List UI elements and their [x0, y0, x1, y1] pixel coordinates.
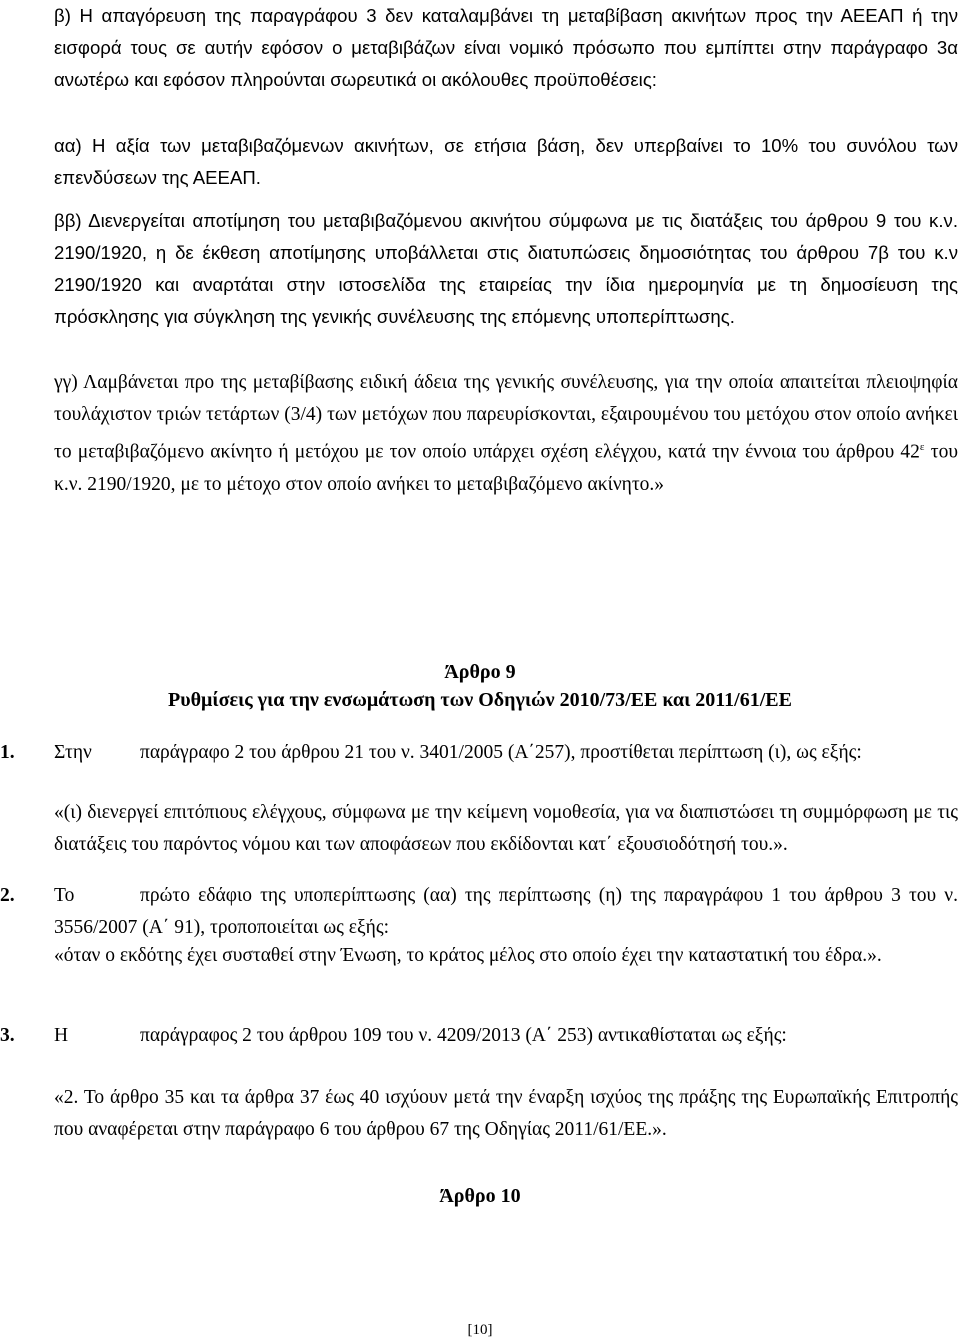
item-1-text [54, 737, 958, 769]
item-1-quote: «(ι) διενεργεί επιτόπιους ελέγχους, σύμφωνα με την κείμενη νομοθεσία, για να διαπιστώσει τη συμμόρφωση με τις διατάξεις του παρόντος νόμου και των αποφάσεων που εκδίδονται κατ΄ εξουσιοδότησή του.». [54, 802, 958, 855]
item-1-lead: Στην [54, 742, 92, 763]
item-2-number: 2. [0, 885, 15, 906]
paragraph-aa: αα) Η αξία των μεταβιβαζόμενων ακινήτων, σε ετήσια βάση, δεν υπερβαίνει το 10% του συνόλου των επενδύσεων της ΑΕΕΑΠ. [54, 135, 958, 188]
item-3-body: παράγραφος 2 του άρθρου 109 του ν. 4209/2013 (Α΄ 253) αντικαθίσταται ως εξής: [140, 1025, 787, 1046]
page-number: [10] [467, 1322, 493, 1338]
paragraph-beta: β) Η απαγόρευση της παραγράφου 3 δεν καταλαμβάνει τη μεταβίβαση ακινήτων προς την ΑΕΕΑΠ ή την εισφορά τους σε αυτήν εφόσον ο μεταβιβάζων είναι νομικό πρόσωπο που εμπίπτει στην παράγραφο 3α ανωτέρω και εφόσον πληρούνται σωρευτικά οι ακόλουθες προϋποθέσεις: [54, 5, 958, 90]
paragraph-gg-superscript: ε [919, 441, 925, 453]
article-10-title: Άρθρο 10 [439, 1185, 521, 1207]
item-2-body: πρώτο εδάφιο της υποπερίπτωσης (αα) της περίπτωσης (η) της παραγράφου 1 του άρθρου 3 του ν. 3556/2007 (Α΄ 91), τροποποιείται ως εξής: [54, 885, 958, 938]
item-1-body: παράγραφο 2 του άρθρου 21 του ν. 3401/2005 (Α΄257), προστίθεται περίπτωση (ι), ως εξής: [140, 742, 862, 763]
item-3-lead: Η [54, 1025, 69, 1046]
item-2-lead: Το [54, 885, 75, 906]
article-9-subtitle: Ρυθμίσεις για την ενσωμάτωση των Οδηγιών 2010/73/ΕΕ και 2011/61/ΕΕ [168, 689, 792, 711]
item-2-quote: «όταν ο εκδότης έχει συσταθεί στην Ένωση, το κράτος μέλος στο οποίο έχει την καταστατική του έδρα.». [54, 945, 882, 966]
item-3-quote: «2. Το άρθρο 35 και τα άρθρα 37 έως 40 ισχύουν μετά την έναρξη ισχύος της πράξης της Ευρωπαϊκής Επιτροπής που αναφέρεται στην παράγραφο 6 του άρθρου 67 της Οδηγίας 2011/61/ΕΕ.». [54, 1087, 958, 1140]
item-3-number: 3. [0, 1025, 15, 1046]
paragraph-bb: ββ) Διενεργείται αποτίμηση του μεταβιβαζόμενου ακινήτου σύμφωνα με τις διατάξεις του άρθρου 9 του κ.ν. 2190/1920, η δε έκθεση αποτίμησης υποβάλλεται στις διατυπώσεις δημοσιότητας του άρθρου 7β του κ.ν 2190/1920 και αναρτάται στην ιστοσελίδα της εταιρείας την ίδια ημερομηνία με τη δημοσίευση της πρόσκλησης για σύγκληση της γενικής συνέλευσης της επόμενης υποπερίπτωσης. [54, 210, 958, 327]
item-2-text [54, 880, 958, 944]
paragraph-gg-text-a: γγ) Λαμβάνεται προ της μεταβίβασης ειδική άδεια της γενικής συνέλευσης, για την οποία απαιτείται πλειοψηφία τουλάχιστον τριών τετάρτων (3/4) των μετόχων που παρευρίσκονται, εξαιρουμένου του μετόχου στον οποίο ανήκει το μεταβιβαζόμενο ακίνητο ή μετόχου με τον οποίο υπάρχει σχέση ελέγχου, κατά την έννοια του άρθρου 42 [54, 372, 958, 463]
paragraph-gg [54, 367, 958, 501]
item-3-text [54, 1020, 958, 1052]
item-1-number: 1. [0, 742, 15, 763]
paragraph-gg-text-b: του κ.ν. 2190/1920, με το μέτοχο στον οποίο ανήκει το μεταβιβαζόμενο ακίνητο.» [54, 441, 958, 495]
article-9-title: Άρθρο 9 [444, 661, 516, 683]
